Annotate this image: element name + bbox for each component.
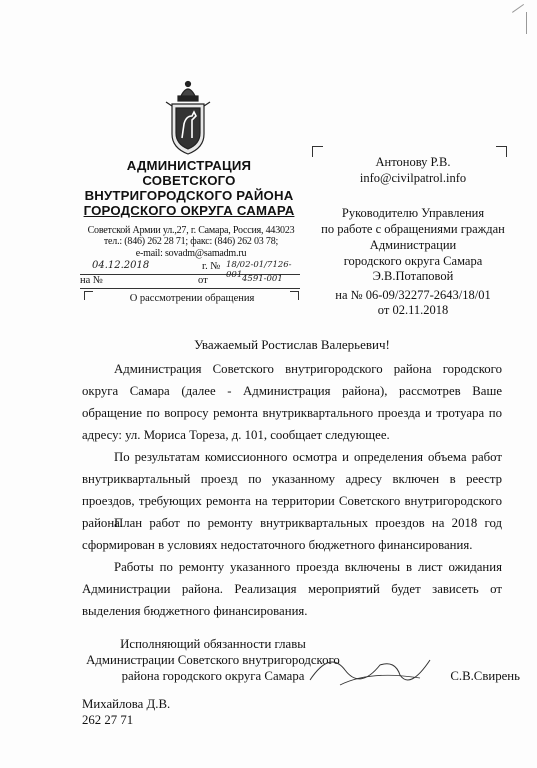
addressee-line3: Администрации: [369, 238, 457, 252]
page-corner-mark: [512, 12, 527, 34]
body-paragraph-3: План работ по ремонту внутриквартальных проездов на 2018 год сформирован в условиях недостаточного бюджетного финансирования.: [82, 516, 502, 552]
org-title-line2: СОВЕТСКОГО: [142, 173, 236, 188]
addressee-line4: городского округа Самара: [343, 254, 483, 268]
signatory-title-line2: Администрации Советского внутригородского: [86, 653, 340, 667]
body-paragraph-2: По результатам комиссионного осмотра и определения объема работ внутриквартальный проезд по указанному адресу включен в реестр проездов, требующих ремонта на территории Советского внутригородского района.: [82, 450, 502, 530]
subject-bracket-right: [290, 291, 299, 300]
signatory-title-line1: Исполняющий обязанности главы: [120, 637, 306, 651]
handwritten-signature-icon: [300, 640, 450, 700]
body-paragraph-4: Работы по ремонту указанного проезда включены в лист ожидания Администрации района. Реализация мероприятий будет зависеть от выделения бюджетного финансирования.: [82, 560, 502, 618]
addressee-email: info@civilpatrol.info: [359, 171, 467, 185]
addressee-line1: Руководителю Управления: [341, 206, 485, 220]
signatory-title-line3: района городского округа Самара: [121, 669, 305, 683]
org-title-line1: АДМИНИСТРАЦИЯ: [126, 158, 252, 173]
reg-date: 04.12.2018: [92, 260, 150, 271]
executor-name: Михайлова Д.В.: [82, 697, 171, 711]
addressee-line5: Э.В.Потаповой: [372, 269, 454, 283]
subject: О рассмотрении обращения: [129, 293, 255, 304]
reference-number: на № 06-09/32277-2643/18/01: [335, 288, 491, 302]
addressee-name: Антонову Р.В.: [375, 155, 451, 169]
reg-ot-label: от: [198, 275, 208, 286]
executor-phone: 262 27 71: [82, 713, 134, 727]
reg-na-label: на №: [80, 275, 103, 286]
org-title-line4: ГОРОДСКОГО ОКРУГА САМАРА: [83, 203, 295, 218]
org-phone-fax: тел.: (846) 262 28 71; факс: (846) 262 03 78;: [103, 236, 279, 247]
org-address: Советской Армии ул.,27, г. Самара, Россия, 443023: [87, 225, 295, 236]
greeting: Уважаемый Ростислав Валерьевич!: [194, 337, 390, 352]
signatory-name: С.В.Свирень: [450, 669, 520, 683]
subject-bracket-left: [84, 291, 93, 300]
reg-num-label: г. №: [202, 261, 221, 272]
reg-ref-line: [80, 274, 300, 289]
reg-ot-value: 4591-001: [242, 274, 283, 284]
org-email: e-mail: sovadm@samadm.ru: [135, 248, 247, 259]
coat-of-arms-icon: [158, 76, 218, 156]
reference-date: от 02.11.2018: [377, 303, 449, 317]
reg-num-value: 18/02-01/7126-001: [226, 260, 292, 280]
body-paragraph-1: Администрация Советского внутригородского района городского округа Самара (далее - Администрация района), рассмотрев Ваше обращение по вопросу ремонта внутриквартального проезда и тротуара по адресу: ул. Мориса Тореза, д. 101, сообщает следующее.: [82, 362, 502, 442]
addressee-line2: по работе с обращениями граждан: [321, 222, 505, 236]
org-title-line3: ВНУТРИГОРОДСКОГО РАЙОНА: [84, 188, 294, 203]
